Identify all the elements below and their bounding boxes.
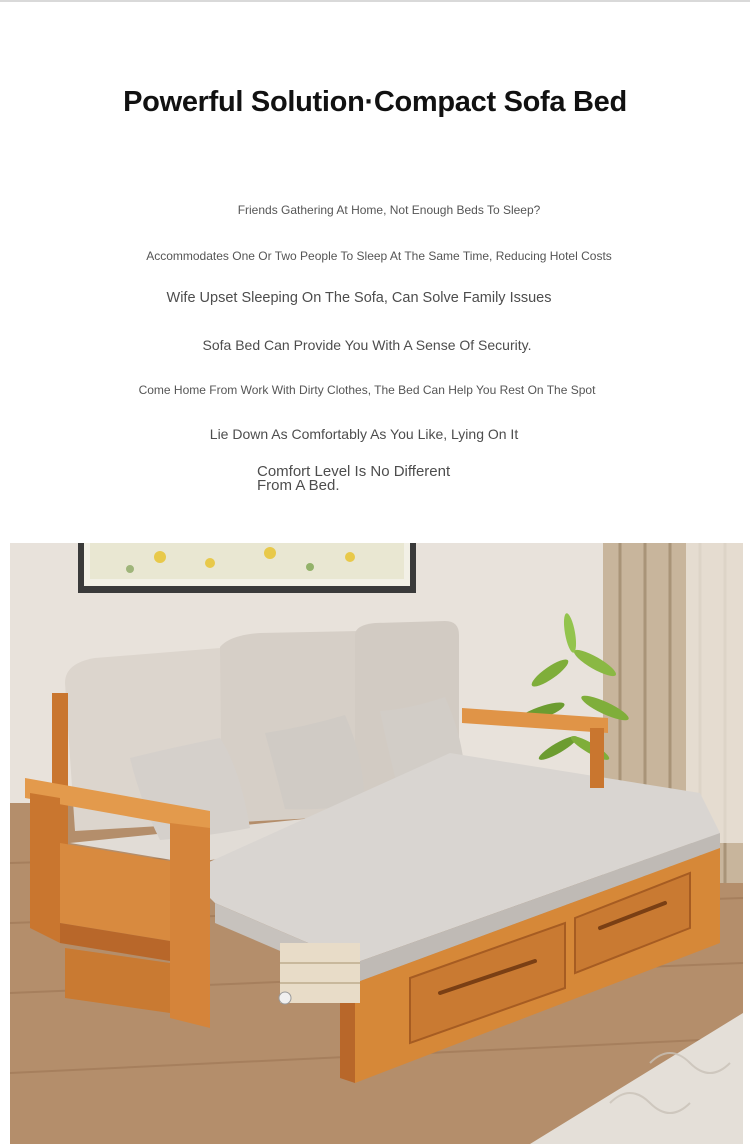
text-line-4: Sofa Bed Can Provide You With A Sense Of Security.: [202, 337, 532, 353]
wall-painting: [78, 543, 416, 593]
text-line-2: Accommodates One Or Two People To Sleep At The Same Time, Reducing Hotel Costs: [146, 249, 612, 263]
text-line-3: Wife Upset Sleeping On The Sofa, Can Solve Family Issues: [166, 290, 552, 306]
text-line-7: Comfort Level Is No Different From A Bed.: [257, 463, 451, 494]
top-divider: [0, 0, 750, 2]
text-line-1: Friends Gathering At Home, Not Enough Beds To Sleep?: [237, 203, 541, 217]
text-line-5: Come Home From Work With Dirty Clothes, The Bed Can Help You Rest On The Spot: [138, 383, 596, 397]
page-title: Powerful Solution·Compact Sofa Bed: [123, 86, 627, 118]
sofa-bed-photo: [10, 543, 743, 1144]
pull-out-slats: [279, 943, 360, 1004]
text-line-6: Lie Down As Comfortably As You Like, Lying On It: [209, 426, 519, 442]
